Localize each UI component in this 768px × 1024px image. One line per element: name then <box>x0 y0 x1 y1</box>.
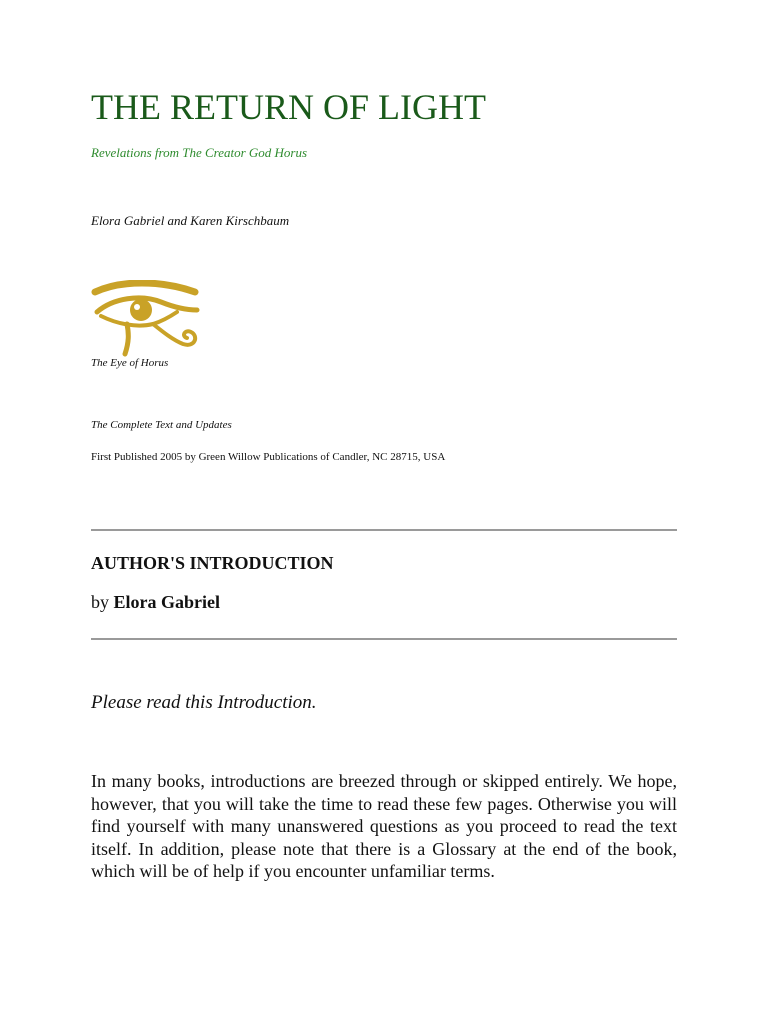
eye-of-horus-icon <box>91 280 201 360</box>
book-authors: Elora Gabriel and Karen Kirschbaum <box>91 213 290 228</box>
section-divider <box>91 529 677 531</box>
intro-note: Please read this Introduction. <box>91 692 317 713</box>
section-heading: AUTHOR'S INTRODUCTION <box>91 553 334 573</box>
body-paragraph: In many books, introductions are breezed through or skipped entirely. We hope, however, that you will take the time to read these few pages. Otherwise you will find yourself with many unanswered questions as you proceed to read the text itself. In addition, please note that there is a Glossary at the end of the book, which will be of help if you encounter unfamiliar terms. <box>91 771 677 882</box>
edition-note: The Complete Text and Updates <box>91 419 232 431</box>
book-title: THE RETURN OF LIGHT <box>91 87 486 127</box>
eye-caption: The Eye of Horus <box>91 357 169 369</box>
byline-author: Elora Gabriel <box>113 592 220 612</box>
book-subtitle: Revelations from The Creator God Horus <box>91 145 308 160</box>
byline <box>91 592 220 613</box>
byline-prefix: by <box>91 592 114 612</box>
section-divider <box>91 638 677 640</box>
publication-info: First Published 2005 by Green Willow Publications of Candler, NC 28715, USA <box>91 451 446 463</box>
